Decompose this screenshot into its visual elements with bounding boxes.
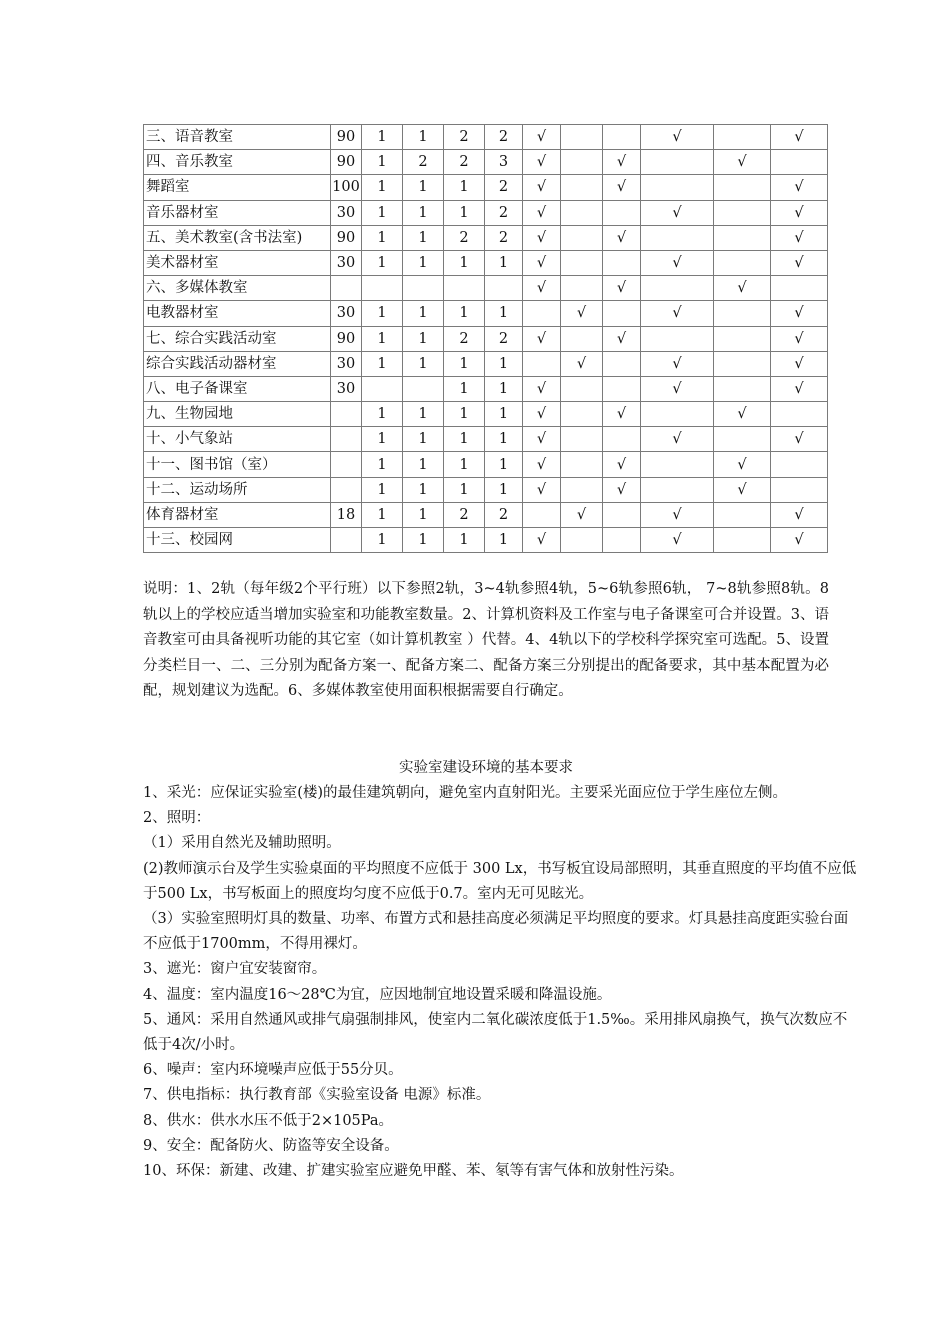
- table-cell: [331, 276, 362, 301]
- table-cell: √: [523, 528, 561, 553]
- table-cell: [485, 276, 523, 301]
- table-cell: √: [771, 200, 828, 225]
- table-cell: √: [523, 452, 561, 477]
- table-cell: [561, 250, 603, 275]
- table-cell: [561, 528, 603, 553]
- room-name-cell: 美术器材室: [144, 250, 331, 275]
- table-cell: 1: [362, 351, 403, 376]
- table-row: [144, 326, 828, 351]
- table-cell: 1: [403, 477, 444, 502]
- table-cell: √: [603, 175, 641, 200]
- room-name-cell: 音乐器材室: [144, 200, 331, 225]
- table-cell: [603, 250, 641, 275]
- table-cell: [603, 200, 641, 225]
- table-cell: √: [523, 125, 561, 150]
- table-cell: [714, 200, 771, 225]
- table-cell: [561, 427, 603, 452]
- table-cell: [331, 427, 362, 452]
- table-cell: 1: [444, 175, 485, 200]
- table-row: [144, 452, 828, 477]
- table-cell: √: [771, 175, 828, 200]
- table-cell: √: [523, 200, 561, 225]
- table-cell: √: [641, 250, 714, 275]
- table-cell: 1: [403, 326, 444, 351]
- equipment-table: [143, 124, 828, 553]
- table-cell: 1: [362, 326, 403, 351]
- room-name-cell: 电教器材室: [144, 301, 331, 326]
- table-cell: 1: [362, 528, 403, 553]
- table-cell: 100: [331, 175, 362, 200]
- table-cell: √: [523, 402, 561, 427]
- table-row: [144, 351, 828, 376]
- table-cell: 2: [444, 150, 485, 175]
- table-cell: 1: [403, 528, 444, 553]
- table-cell: [641, 402, 714, 427]
- table-cell: 1: [403, 175, 444, 200]
- table-cell: 18: [331, 502, 362, 527]
- table-cell: [641, 477, 714, 502]
- requirement-item: 10、环保：新建、改建、扩建实验室应避免甲醛、苯、氡等有害气体和放射性污染。: [143, 1163, 684, 1180]
- table-cell: [714, 225, 771, 250]
- requirement-item: 2、照明：: [143, 810, 211, 827]
- table-cell: [331, 528, 362, 553]
- table-cell: √: [641, 528, 714, 553]
- table-cell: 1: [403, 250, 444, 275]
- requirement-item: （1）采用自然光及辅助照明。: [143, 835, 341, 852]
- table-cell: [561, 150, 603, 175]
- table-cell: √: [771, 125, 828, 150]
- table-cell: [603, 351, 641, 376]
- table-cell: √: [714, 150, 771, 175]
- table-cell: [714, 502, 771, 527]
- table-cell: [403, 376, 444, 401]
- requirement-item: 4、温度：室内温度16～28℃为宜，应因地制宜地设置采暖和降温设施。: [143, 986, 612, 1003]
- table-cell: 2: [485, 502, 523, 527]
- table-cell: 1: [362, 477, 403, 502]
- table-cell: [714, 125, 771, 150]
- requirements-list: [143, 781, 857, 1184]
- table-cell: [714, 427, 771, 452]
- table-cell: 1: [403, 225, 444, 250]
- room-name-cell: 四、音乐教室: [144, 150, 331, 175]
- table-cell: √: [603, 452, 641, 477]
- table-cell: [714, 250, 771, 275]
- table-cell: √: [714, 452, 771, 477]
- table-cell: [603, 502, 641, 527]
- table-cell: 1: [485, 351, 523, 376]
- table-cell: 2: [485, 200, 523, 225]
- table-cell: [561, 326, 603, 351]
- table-cell: 1: [362, 502, 403, 527]
- requirement-item: 3、遮光：窗户宜安装窗帘。: [143, 961, 327, 978]
- table-cell: 1: [362, 452, 403, 477]
- table-cell: 1: [362, 427, 403, 452]
- table-cell: √: [641, 376, 714, 401]
- table-cell: [403, 276, 444, 301]
- table-cell: √: [771, 250, 828, 275]
- table-cell: √: [603, 477, 641, 502]
- table-row: [144, 250, 828, 275]
- table-cell: 1: [444, 301, 485, 326]
- table-cell: √: [641, 351, 714, 376]
- table-cell: [603, 427, 641, 452]
- requirement-item: 8、供水：供水水压不低于2×105Pa。: [143, 1112, 394, 1129]
- requirement-item: 9、安全：配备防火、防盗等安全设备。: [143, 1137, 399, 1154]
- table-cell: [771, 150, 828, 175]
- notes-section: [143, 577, 829, 705]
- table-cell: 1: [403, 402, 444, 427]
- table-cell: [641, 326, 714, 351]
- table-row: [144, 276, 828, 301]
- table-cell: 1: [485, 402, 523, 427]
- table-cell: 2: [403, 150, 444, 175]
- table-cell: 1: [362, 150, 403, 175]
- table-cell: √: [523, 427, 561, 452]
- table-cell: [771, 477, 828, 502]
- table-row: [144, 477, 828, 502]
- table-cell: 30: [331, 351, 362, 376]
- table-cell: 2: [444, 125, 485, 150]
- table-row: [144, 301, 828, 326]
- room-name-cell: 综合实践活动器材室: [144, 351, 331, 376]
- table-cell: √: [523, 250, 561, 275]
- notes-text: 说明：1、2轨（每年级2个平行班）以下参照2轨，3~4轨参照4轨，5~6轨参照6轨， 7~8轨参照8轨。8轨以上的学校应适当增加实验室和功能教室数量。2、计算机资料及工作室与电子备课室可合并设置。3、语音教室可由具备视听功能的其它室（如计算机教室 ）代替。4、4轨以下的学校科学探究室可选配。5、设置分类栏目一、二、三分别为配备方案一、配备方案二、配备方案三分别提出的配备要求，其中基本配置为必配，规划建议为选配。6、多媒体教室使用面积根据需要自行确定。: [143, 581, 829, 699]
- table-cell: 1: [444, 427, 485, 452]
- table-cell: √: [523, 276, 561, 301]
- table-cell: √: [523, 477, 561, 502]
- table-cell: √: [771, 351, 828, 376]
- requirement-item: 7、供电指标：执行教育部《实验室设备 电源》标准。: [143, 1087, 491, 1104]
- table-cell: 1: [403, 427, 444, 452]
- table-cell: 2: [444, 225, 485, 250]
- table-cell: 30: [331, 301, 362, 326]
- table-cell: 1: [444, 528, 485, 553]
- table-cell: 1: [444, 250, 485, 275]
- table-cell: 1: [362, 402, 403, 427]
- table-cell: 1: [362, 250, 403, 275]
- table-cell: [561, 225, 603, 250]
- table-cell: 2: [444, 326, 485, 351]
- table-cell: √: [771, 502, 828, 527]
- room-name-cell: 八、电子备课室: [144, 376, 331, 401]
- table-cell: [331, 402, 362, 427]
- table-cell: √: [561, 502, 603, 527]
- table-cell: √: [714, 402, 771, 427]
- table-cell: √: [771, 376, 828, 401]
- room-name-cell: 十一、图书馆（室）: [144, 452, 331, 477]
- table-cell: √: [641, 200, 714, 225]
- table-cell: [603, 301, 641, 326]
- room-name-cell: 十二、运动场所: [144, 477, 331, 502]
- table-cell: 1: [444, 351, 485, 376]
- table-cell: [523, 351, 561, 376]
- table-cell: [561, 402, 603, 427]
- table-cell: √: [641, 125, 714, 150]
- table-cell: √: [641, 301, 714, 326]
- table-cell: √: [523, 150, 561, 175]
- room-name-cell: 十、小气象站: [144, 427, 331, 452]
- table-cell: √: [641, 502, 714, 527]
- table-cell: 90: [331, 225, 362, 250]
- table-cell: [561, 477, 603, 502]
- table-row: [144, 150, 828, 175]
- table-cell: [641, 175, 714, 200]
- table-cell: √: [523, 225, 561, 250]
- table-cell: [714, 351, 771, 376]
- room-name-cell: 九、生物园地: [144, 402, 331, 427]
- table-cell: [641, 452, 714, 477]
- table-cell: [641, 225, 714, 250]
- table-cell: 1: [444, 200, 485, 225]
- table-row: [144, 528, 828, 553]
- table-cell: [561, 125, 603, 150]
- table-cell: 1: [362, 301, 403, 326]
- table-cell: 2: [485, 175, 523, 200]
- table-cell: [603, 125, 641, 150]
- table-cell: √: [714, 477, 771, 502]
- table-cell: 90: [331, 125, 362, 150]
- table-cell: [561, 200, 603, 225]
- room-name-cell: 体育器材室: [144, 502, 331, 527]
- table-cell: 2: [485, 225, 523, 250]
- table-cell: [331, 452, 362, 477]
- table-cell: 1: [362, 175, 403, 200]
- table-cell: 1: [403, 301, 444, 326]
- table-cell: 1: [485, 301, 523, 326]
- room-name-cell: 三、语音教室: [144, 125, 331, 150]
- requirement-item: 1、采光：应保证实验室(楼)的最佳建筑朝向，避免室内直射阳光。主要采光面应位于学生座位左侧。: [143, 785, 788, 801]
- table-cell: [603, 528, 641, 553]
- table-cell: √: [523, 175, 561, 200]
- table-cell: 1: [362, 225, 403, 250]
- table-cell: √: [771, 225, 828, 250]
- table-cell: √: [561, 301, 603, 326]
- table-cell: 1: [444, 376, 485, 401]
- table-cell: √: [603, 276, 641, 301]
- table-cell: 2: [485, 125, 523, 150]
- table-cell: 1: [444, 452, 485, 477]
- table-cell: √: [714, 276, 771, 301]
- table-row: [144, 175, 828, 200]
- table-cell: 1: [403, 502, 444, 527]
- table-cell: √: [523, 326, 561, 351]
- requirement-item: (2)教师演示台及学生实验桌面的平均照度不应低于 300 Lx，书写板宜设局部照明，其垂直照度的平均值不应低于500 Lx，书写板面上的照度均匀度不应低于0.7。室内无可见眩光。: [143, 860, 857, 902]
- table-row: [144, 402, 828, 427]
- requirement-item: 5、通风：采用自然通风或排气扇强制排风，使室内二氧化碳浓度低于1.5‰。采用排风扇换气，换气次数应不低于4次/小时。: [143, 1011, 848, 1054]
- table-cell: √: [641, 427, 714, 452]
- table-cell: [362, 276, 403, 301]
- table-cell: [771, 276, 828, 301]
- table-cell: [714, 326, 771, 351]
- table-cell: [714, 301, 771, 326]
- table-cell: 1: [403, 200, 444, 225]
- table-cell: √: [771, 301, 828, 326]
- table-cell: [714, 376, 771, 401]
- equipment-table-body: [144, 125, 828, 553]
- requirement-item: （3）实验室照明灯具的数量、功率、布置方式和悬挂高度必须满足平均照度的要求。灯具悬挂高度距实验台面不应低于1700mm，不得用裸灯。: [143, 911, 849, 953]
- table-cell: 90: [331, 150, 362, 175]
- table-cell: √: [771, 427, 828, 452]
- table-cell: 1: [403, 452, 444, 477]
- table-cell: 1: [444, 402, 485, 427]
- table-cell: √: [771, 326, 828, 351]
- table-cell: 1: [485, 477, 523, 502]
- table-cell: √: [603, 402, 641, 427]
- room-name-cell: 五、美术教室(含书法室): [144, 225, 331, 250]
- table-cell: [523, 301, 561, 326]
- table-cell: [714, 528, 771, 553]
- table-cell: [331, 477, 362, 502]
- table-cell: 3: [485, 150, 523, 175]
- table-cell: 2: [444, 502, 485, 527]
- table-cell: 1: [403, 125, 444, 150]
- table-row: [144, 225, 828, 250]
- table-cell: [641, 150, 714, 175]
- table-cell: 1: [485, 427, 523, 452]
- room-name-cell: 舞蹈室: [144, 175, 331, 200]
- requirement-item: 6、噪声：室内环境噪声应低于55分贝。: [143, 1062, 403, 1079]
- table-row: [144, 427, 828, 452]
- table-row: [144, 200, 828, 225]
- table-cell: √: [603, 150, 641, 175]
- table-cell: 1: [362, 125, 403, 150]
- table-cell: 1: [444, 477, 485, 502]
- table-cell: [714, 175, 771, 200]
- table-cell: 1: [485, 250, 523, 275]
- table-row: [144, 376, 828, 401]
- table-cell: 30: [331, 250, 362, 275]
- table-cell: [561, 175, 603, 200]
- table-cell: [523, 502, 561, 527]
- table-cell: [641, 276, 714, 301]
- table-cell: √: [771, 528, 828, 553]
- table-cell: [603, 376, 641, 401]
- table-cell: 90: [331, 326, 362, 351]
- section-title: 实验室建设环境的基本要求: [399, 760, 573, 776]
- table-cell: 30: [331, 376, 362, 401]
- table-cell: √: [603, 326, 641, 351]
- table-cell: √: [523, 376, 561, 401]
- table-cell: [771, 452, 828, 477]
- room-name-cell: 六、多媒体教室: [144, 276, 331, 301]
- table-cell: 1: [403, 351, 444, 376]
- table-cell: [561, 376, 603, 401]
- table-cell: √: [561, 351, 603, 376]
- table-cell: [771, 402, 828, 427]
- room-name-cell: 七、综合实践活动室: [144, 326, 331, 351]
- table-cell: [561, 276, 603, 301]
- table-cell: [362, 376, 403, 401]
- table-cell: 1: [485, 528, 523, 553]
- table-cell: 1: [362, 200, 403, 225]
- room-name-cell: 十三、校园网: [144, 528, 331, 553]
- table-cell: [561, 452, 603, 477]
- table-cell: √: [603, 225, 641, 250]
- table-row: [144, 502, 828, 527]
- table-cell: 1: [485, 452, 523, 477]
- table-row: [144, 125, 828, 150]
- table-cell: 1: [485, 376, 523, 401]
- table-cell: 2: [485, 326, 523, 351]
- table-cell: 30: [331, 200, 362, 225]
- table-cell: [444, 276, 485, 301]
